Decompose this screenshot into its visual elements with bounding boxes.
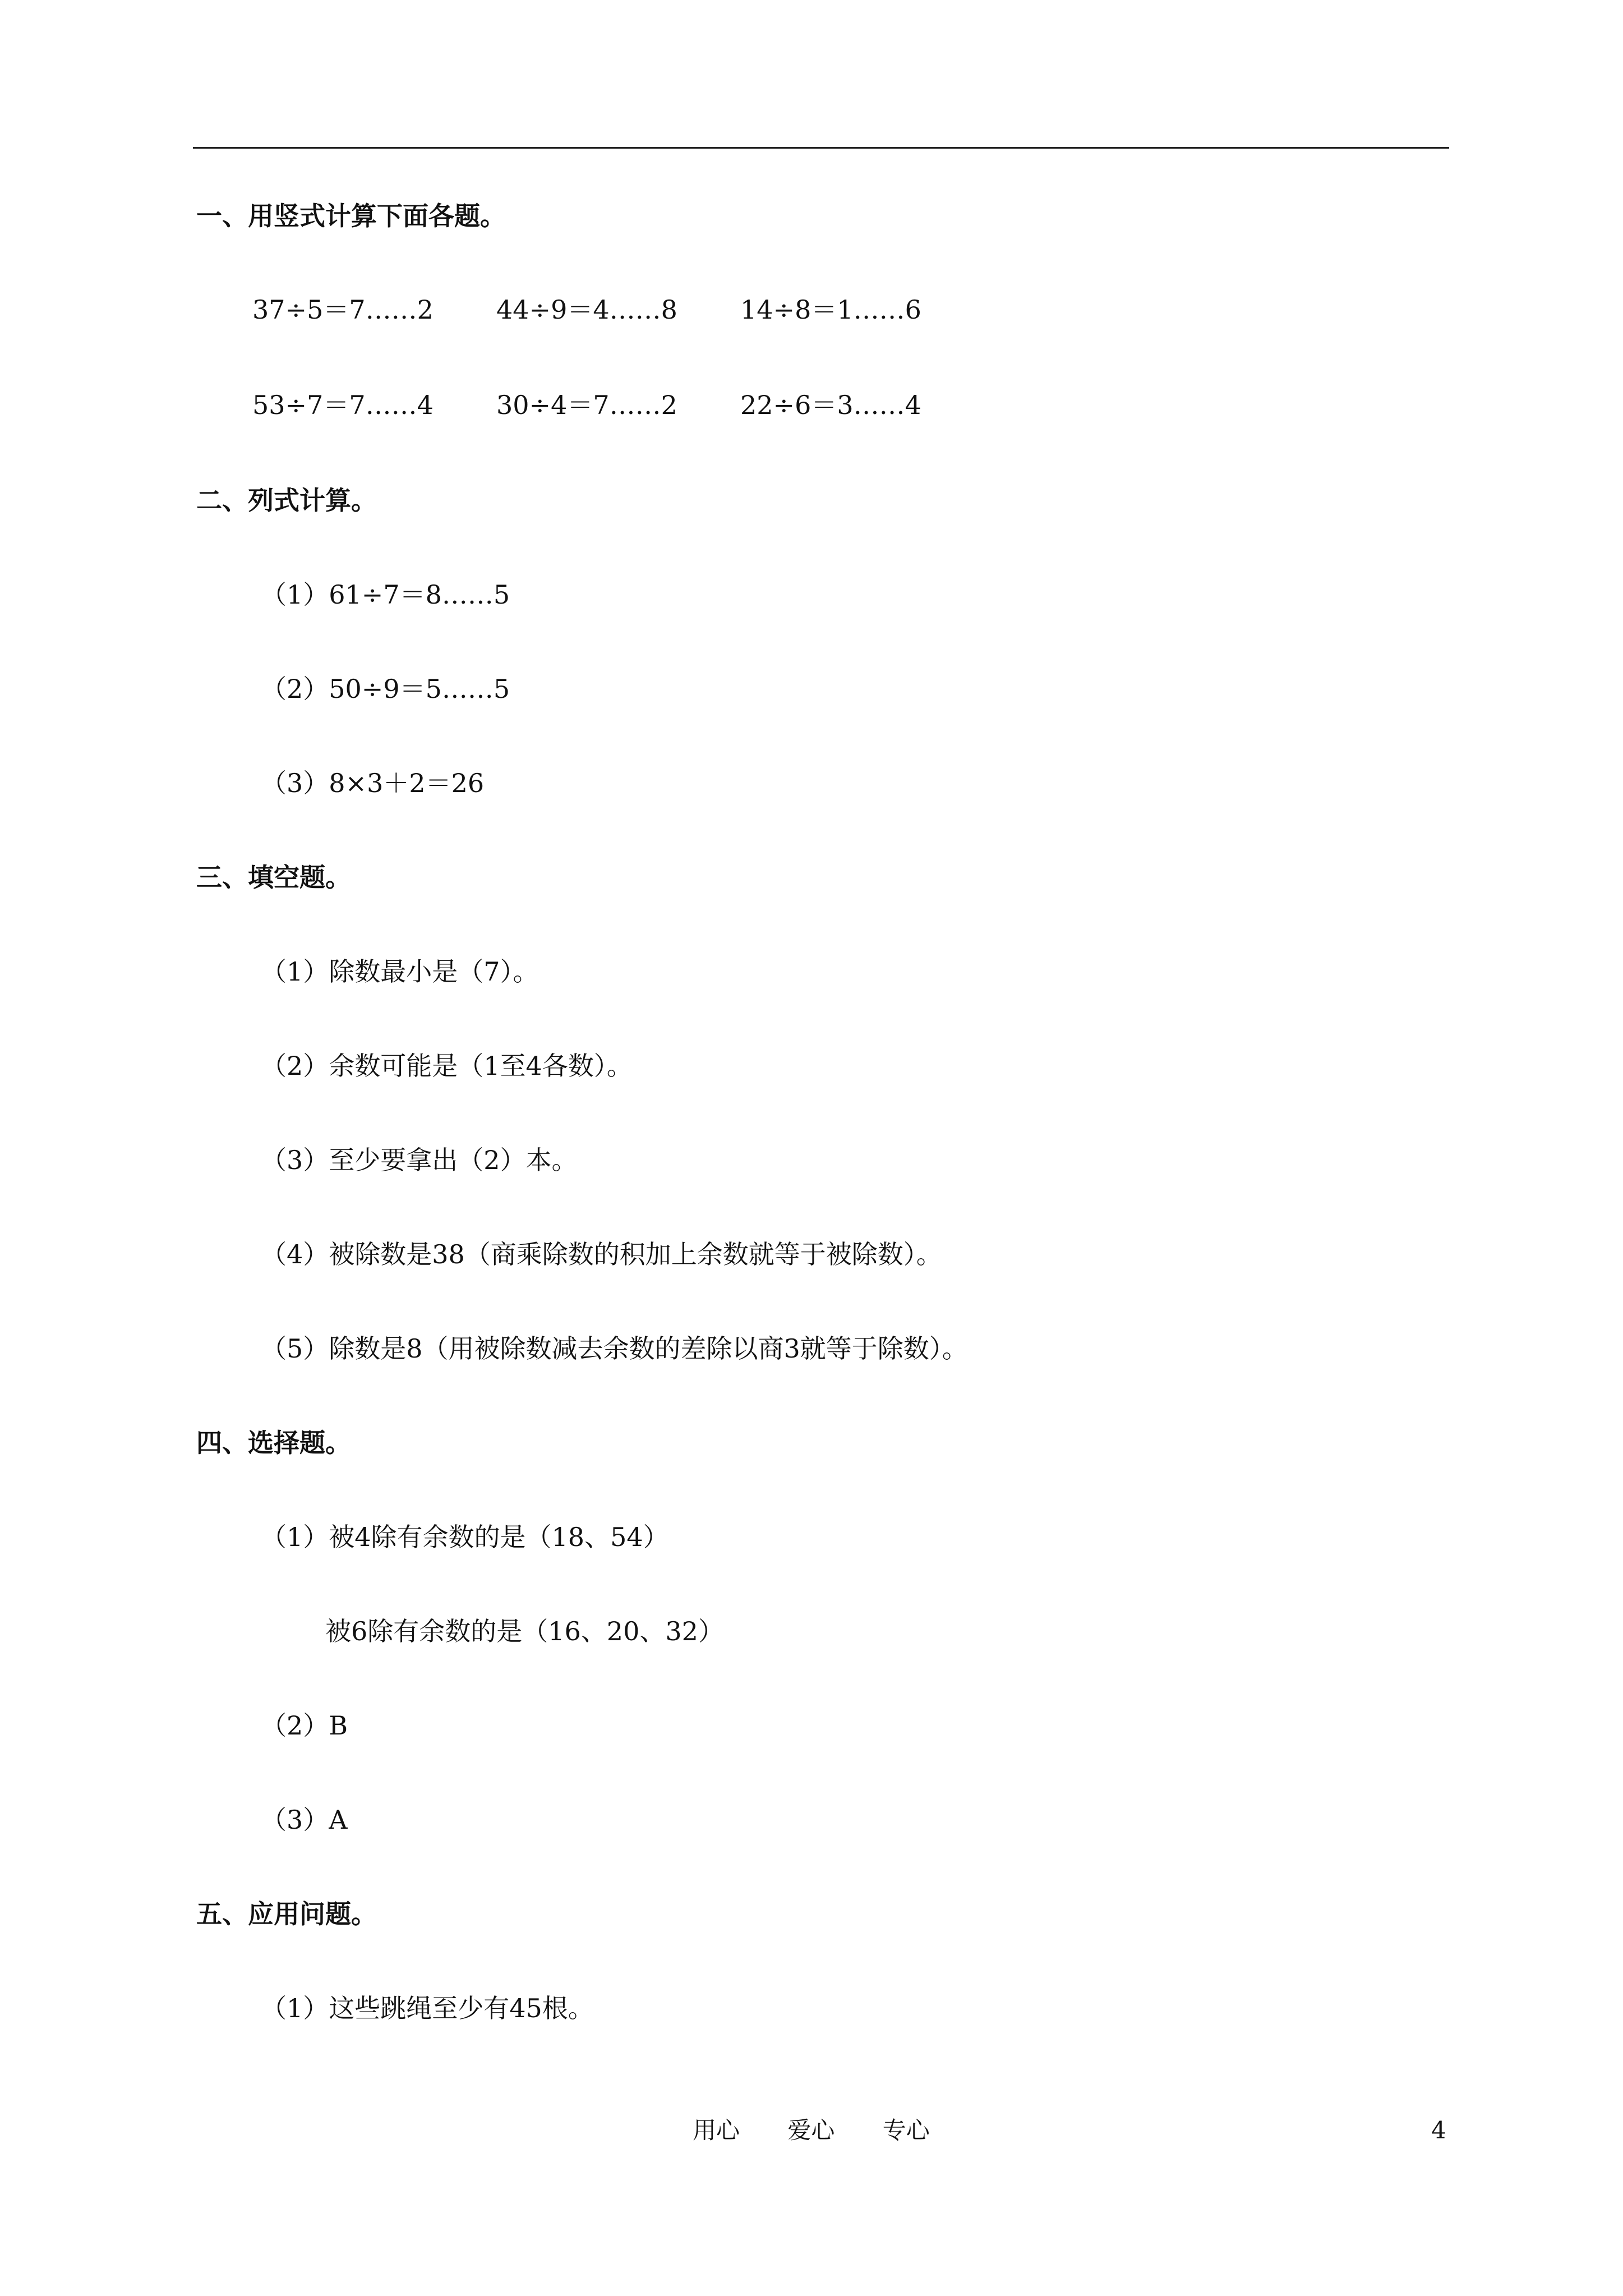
calc-item: 30÷4＝7……2 [496,390,677,420]
section-title-3: 三、填空题。 [196,862,351,892]
answer-item: （3）8×3＋2＝26 [261,768,485,798]
footer-motto [693,2115,953,2146]
calc-item: 22÷6＝3……4 [740,390,921,420]
answer-item: （5）除数是8（用被除数减去余数的差除以商3就等于除数）。 [261,1333,968,1364]
footer-word: 专心 [882,2116,930,2144]
answer-item: 被6除有余数的是（16、20、32） [325,1616,724,1646]
calc-item: 44÷9＝4……8 [496,295,677,325]
section-title-2: 二、列式计算。 [196,485,377,516]
header-rule [193,147,1449,149]
calc-item: 14÷8＝1……6 [740,295,921,325]
answer-item: （1）除数最小是（7）。 [261,956,539,987]
calc-item: 53÷7＝7……4 [252,390,434,420]
answer-item: （1）61÷7＝8……5 [261,579,510,610]
footer-word: 爱心 [787,2116,835,2144]
answer-item: （2）50÷9＝5……5 [261,674,510,704]
answer-item: （2）余数可能是（1至4各数）。 [261,1051,633,1081]
answer-item: （1）这些跳绳至少有45根。 [261,1993,594,2023]
answer-item: （2）B [261,1710,348,1741]
answer-item: （3）至少要拿出（2）本。 [261,1145,578,1175]
section-title-4: 四、选择题。 [196,1428,351,1458]
footer-word: 用心 [693,2116,740,2144]
section-title-1: 一、用竖式计算下面各题。 [196,201,506,231]
answer-item: （1）被4除有余数的是（18、54） [261,1522,669,1552]
section-title-5: 五、应用问题。 [196,1899,377,1929]
page-number: 4 [1431,2116,1446,2144]
calc-item: 37÷5＝7……2 [252,295,434,325]
answer-item: （4）被除数是38（商乘除数的积加上余数就等于被除数）。 [261,1239,942,1269]
answer-item: （3）A [261,1805,348,1835]
